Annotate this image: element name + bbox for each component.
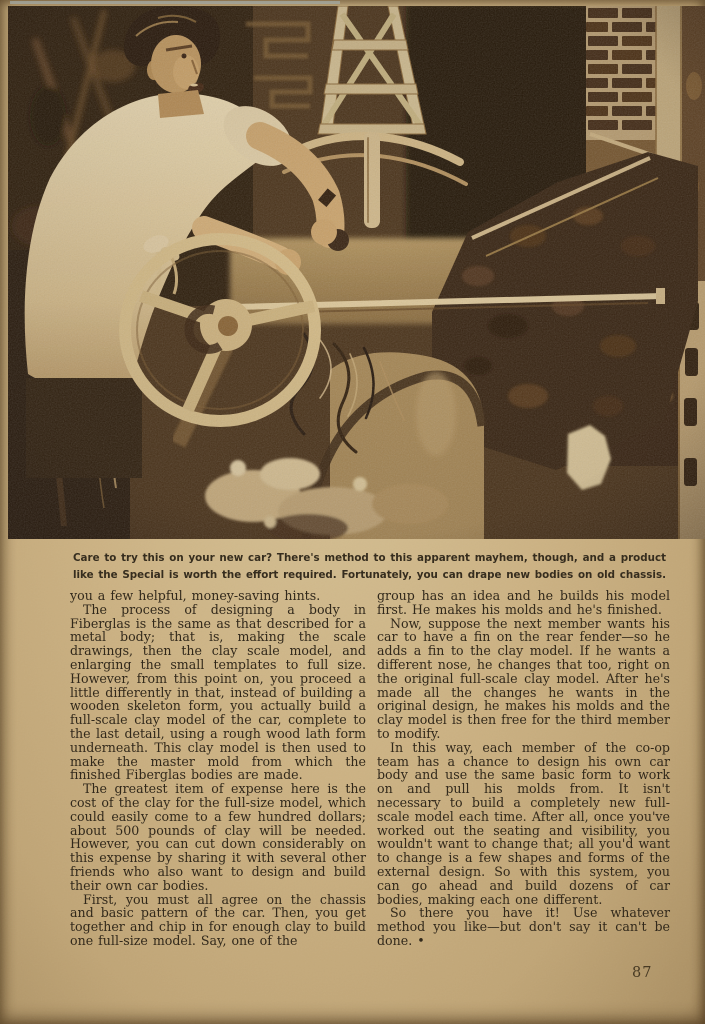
scan-edge-artifact — [10, 1, 340, 4]
photo-caption — [73, 550, 666, 584]
body-paragraph: So there you have it! Use whatever method you like—but don't say it can't be done. • — [377, 905, 670, 948]
body-column-right — [377, 589, 670, 948]
caption-line-2: like the Special is worth the effort required. Fortunately, you can drape new bodies on old chassis. — [73, 569, 666, 581]
page-number: 87 — [632, 965, 653, 981]
caption-line-1: Care to try this on your new car? There's method to this apparent mayhem, though, and a product — [73, 552, 666, 564]
body-paragraph: Now, suppose the next member wants his car to have a fin on the rear fender—so he adds a fin to the clay model. If he wants a different nose, he changes that too, right on the original full-scale clay model. After he's made all the changes he wants in the original design, he makes his molds and the clay model is then free for the third member to modify. — [377, 615, 670, 741]
body-paragraph: group has an idea and he builds his model first. He makes his molds and he's finished. — [377, 588, 670, 617]
film-grain — [8, 6, 705, 539]
workshop-photo — [8, 6, 705, 539]
body-paragraph: you a few helpful, money-saving hints. — [70, 588, 321, 603]
body-paragraph: The greatest item of expense here is the cost of the clay for the full-size model, which could easily come to a few hundred dollars; about 500 pounds of clay will be needed. However, you can cut down considerably on this expense by sharing it with several other friends who also want to design and build their own car bodies. — [70, 781, 366, 893]
body-column-left — [70, 589, 366, 948]
body-paragraph: First, you must all agree on the chassis and basic pattern of the car. Then, you get together and chip in for enough clay to build one full-size model. Say, one of the — [70, 891, 366, 948]
body-paragraph: In this way, each member of the co-op team has a chance to design his own car body and use the same basic form to work on and pull his molds from. It isn't necessary to build a completely new full-scale model each time. After all, once you've worked out the seating and visibility, you wouldn't want to change that; all you'd want to change is a few shapes and forms of the external design. So with this system, you can go ahead and build dozens of car bodies, making each one different. — [377, 739, 670, 907]
body-paragraph: The process of designing a body in Fiberglas is the same as that described for a metal body; that is, making the scale drawings, then the clay scale model, and enlarging the small templates to full size. However, from this point on, you proceed a little differently in that, instead of building a wooden skeleton form, you actually build a full-scale clay model of the car, complete to the last detail, using a rough wood lath form underneath. This clay model is then used to make the master mold from which the finished Fiberglas bodies are made. — [70, 601, 366, 783]
